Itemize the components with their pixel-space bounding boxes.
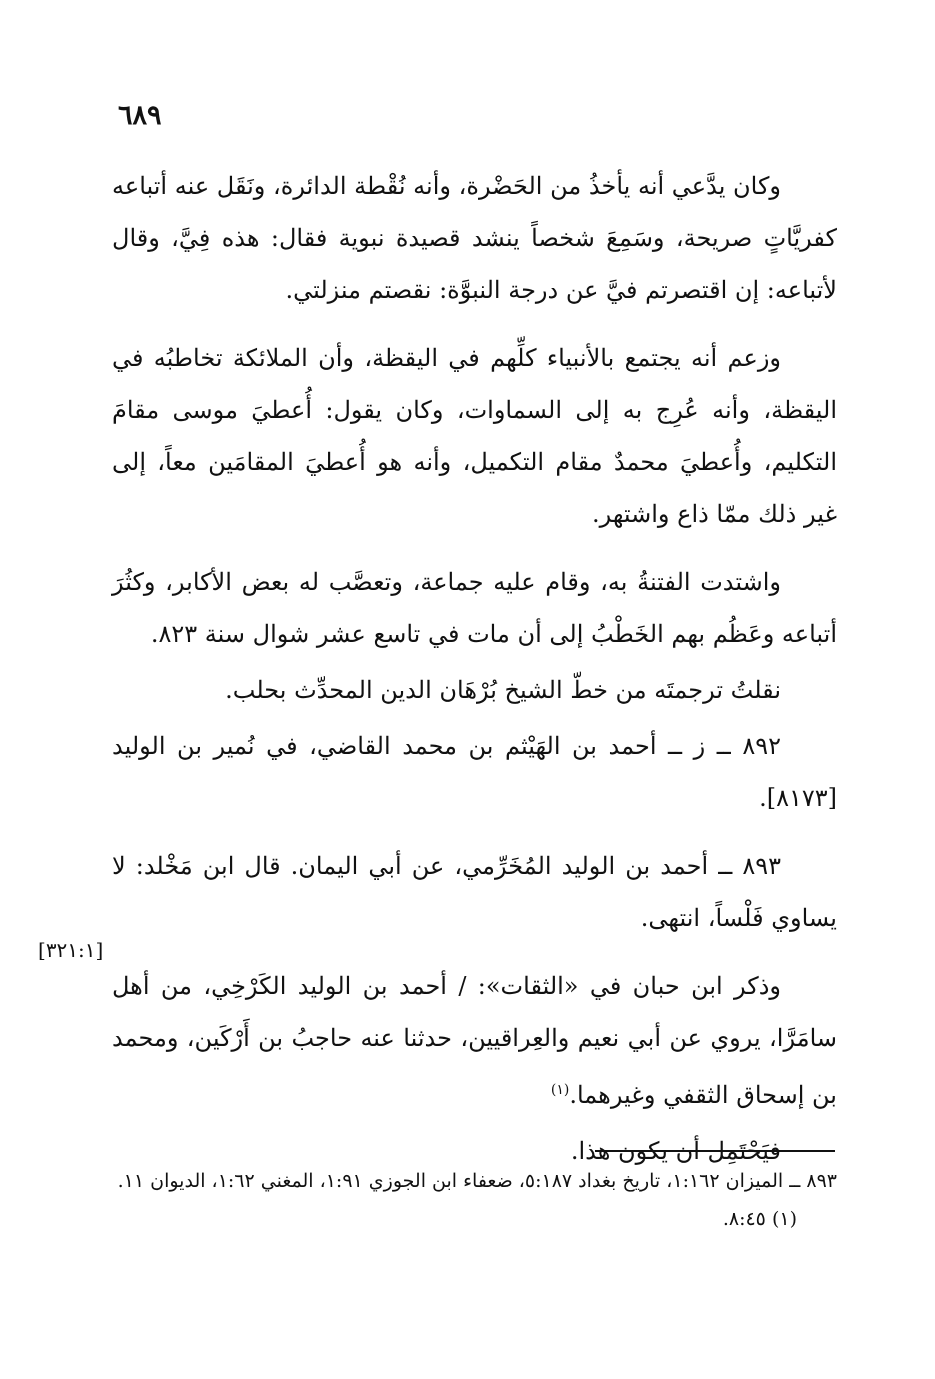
- footnote-1: (١) ٨:٤٥.: [722, 1208, 797, 1230]
- paragraph-1: وكان يدَّعي أنه يأخذُ من الحَضْرة، وأنه نُقْطة الدائرة، ونَقَل عنه أتباعه كفريَّاتٍ صريحة، وسَمِعَ شخصاً ينشد قصيدة نبوية فقال: هذه فِيَّ، وقال لأتباعه: إن اقتصرتم فيَّ عن درجة النبوَّة: نقصتم منزلتي.: [112, 172, 837, 304]
- paragraph-ibn-hibban-text: وذكر ابن حبان في «الثقات»: / أحمد بن الوليد الكَرْخِي، من أهل سامَرَّا، يروي عن أبي نعيم والعِراقيين، حدثنا عنه حاجبُ بن أَرْكَين، ومحمد بن إسحاق الثقفي وغيرهما.: [112, 972, 837, 1109]
- footnote-marker: (١): [550, 1082, 570, 1098]
- paragraph-ibn-hibban: [112, 960, 837, 1121]
- paragraph-4: نقلتُ ترجمتَه من خطّ الشيخ بُرْهَان الدين المحدِّث بحلب.: [225, 676, 781, 704]
- paragraph-2: وزعم أنه يجتمع بالأنبياء كلِّهم في اليقظة، وأن الملائكة تخاطبُه في اليقظة، وأنه عُرِج به إلى السماوات، وكان يقول: أُعطيَ موسى مقامَ التكليم، وأُعطيَ محمدٌ مقام التكميل، وأنه هو أُعطيَ المقامَين معاً، إلى غير ذلك ممّا ذاع واشتهر.: [112, 344, 837, 528]
- footnote-893: ٨٩٣ ــ الميزان ١:١٦٢، تاريخ بغداد ٥:١٨٧، ضعفاء ابن الجوزي ١:٩١، المغني ١:٦٢، الديوان ١١.: [117, 1170, 837, 1192]
- paragraph-conclusion: فيَحْتَمِل أن يكون هذا.: [570, 1137, 781, 1165]
- page-number: ٦٨٩: [118, 100, 162, 131]
- paragraph-3: واشتدت الفتنةُ به، وقام عليه جماعة، وتعصَّب له بعض الأكابر، وكثُرَ أتباعه وعَظُم بهم الخَطْبُ إلى أن مات في تاسع عشر شوال سنة ٨٢٣.: [112, 568, 837, 648]
- entry-893: ٨٩٣ ــ أحمد بن الوليد المُخَرِّمي، عن أبي اليمان. قال ابن مَخْلد: لا يساوي فَلْساً، انتهى.: [112, 852, 837, 932]
- entry-892: ٨٩٢ ــ ز ــ أحمد بن الهَيْثم بن محمد القاضي، في نُمير بن الوليد [٨١٧٣].: [112, 732, 837, 812]
- footnotes: [112, 1162, 837, 1238]
- footnote-divider: [595, 1150, 835, 1152]
- main-text: [112, 160, 837, 1177]
- margin-reference: [٣٢١:١]: [38, 938, 104, 962]
